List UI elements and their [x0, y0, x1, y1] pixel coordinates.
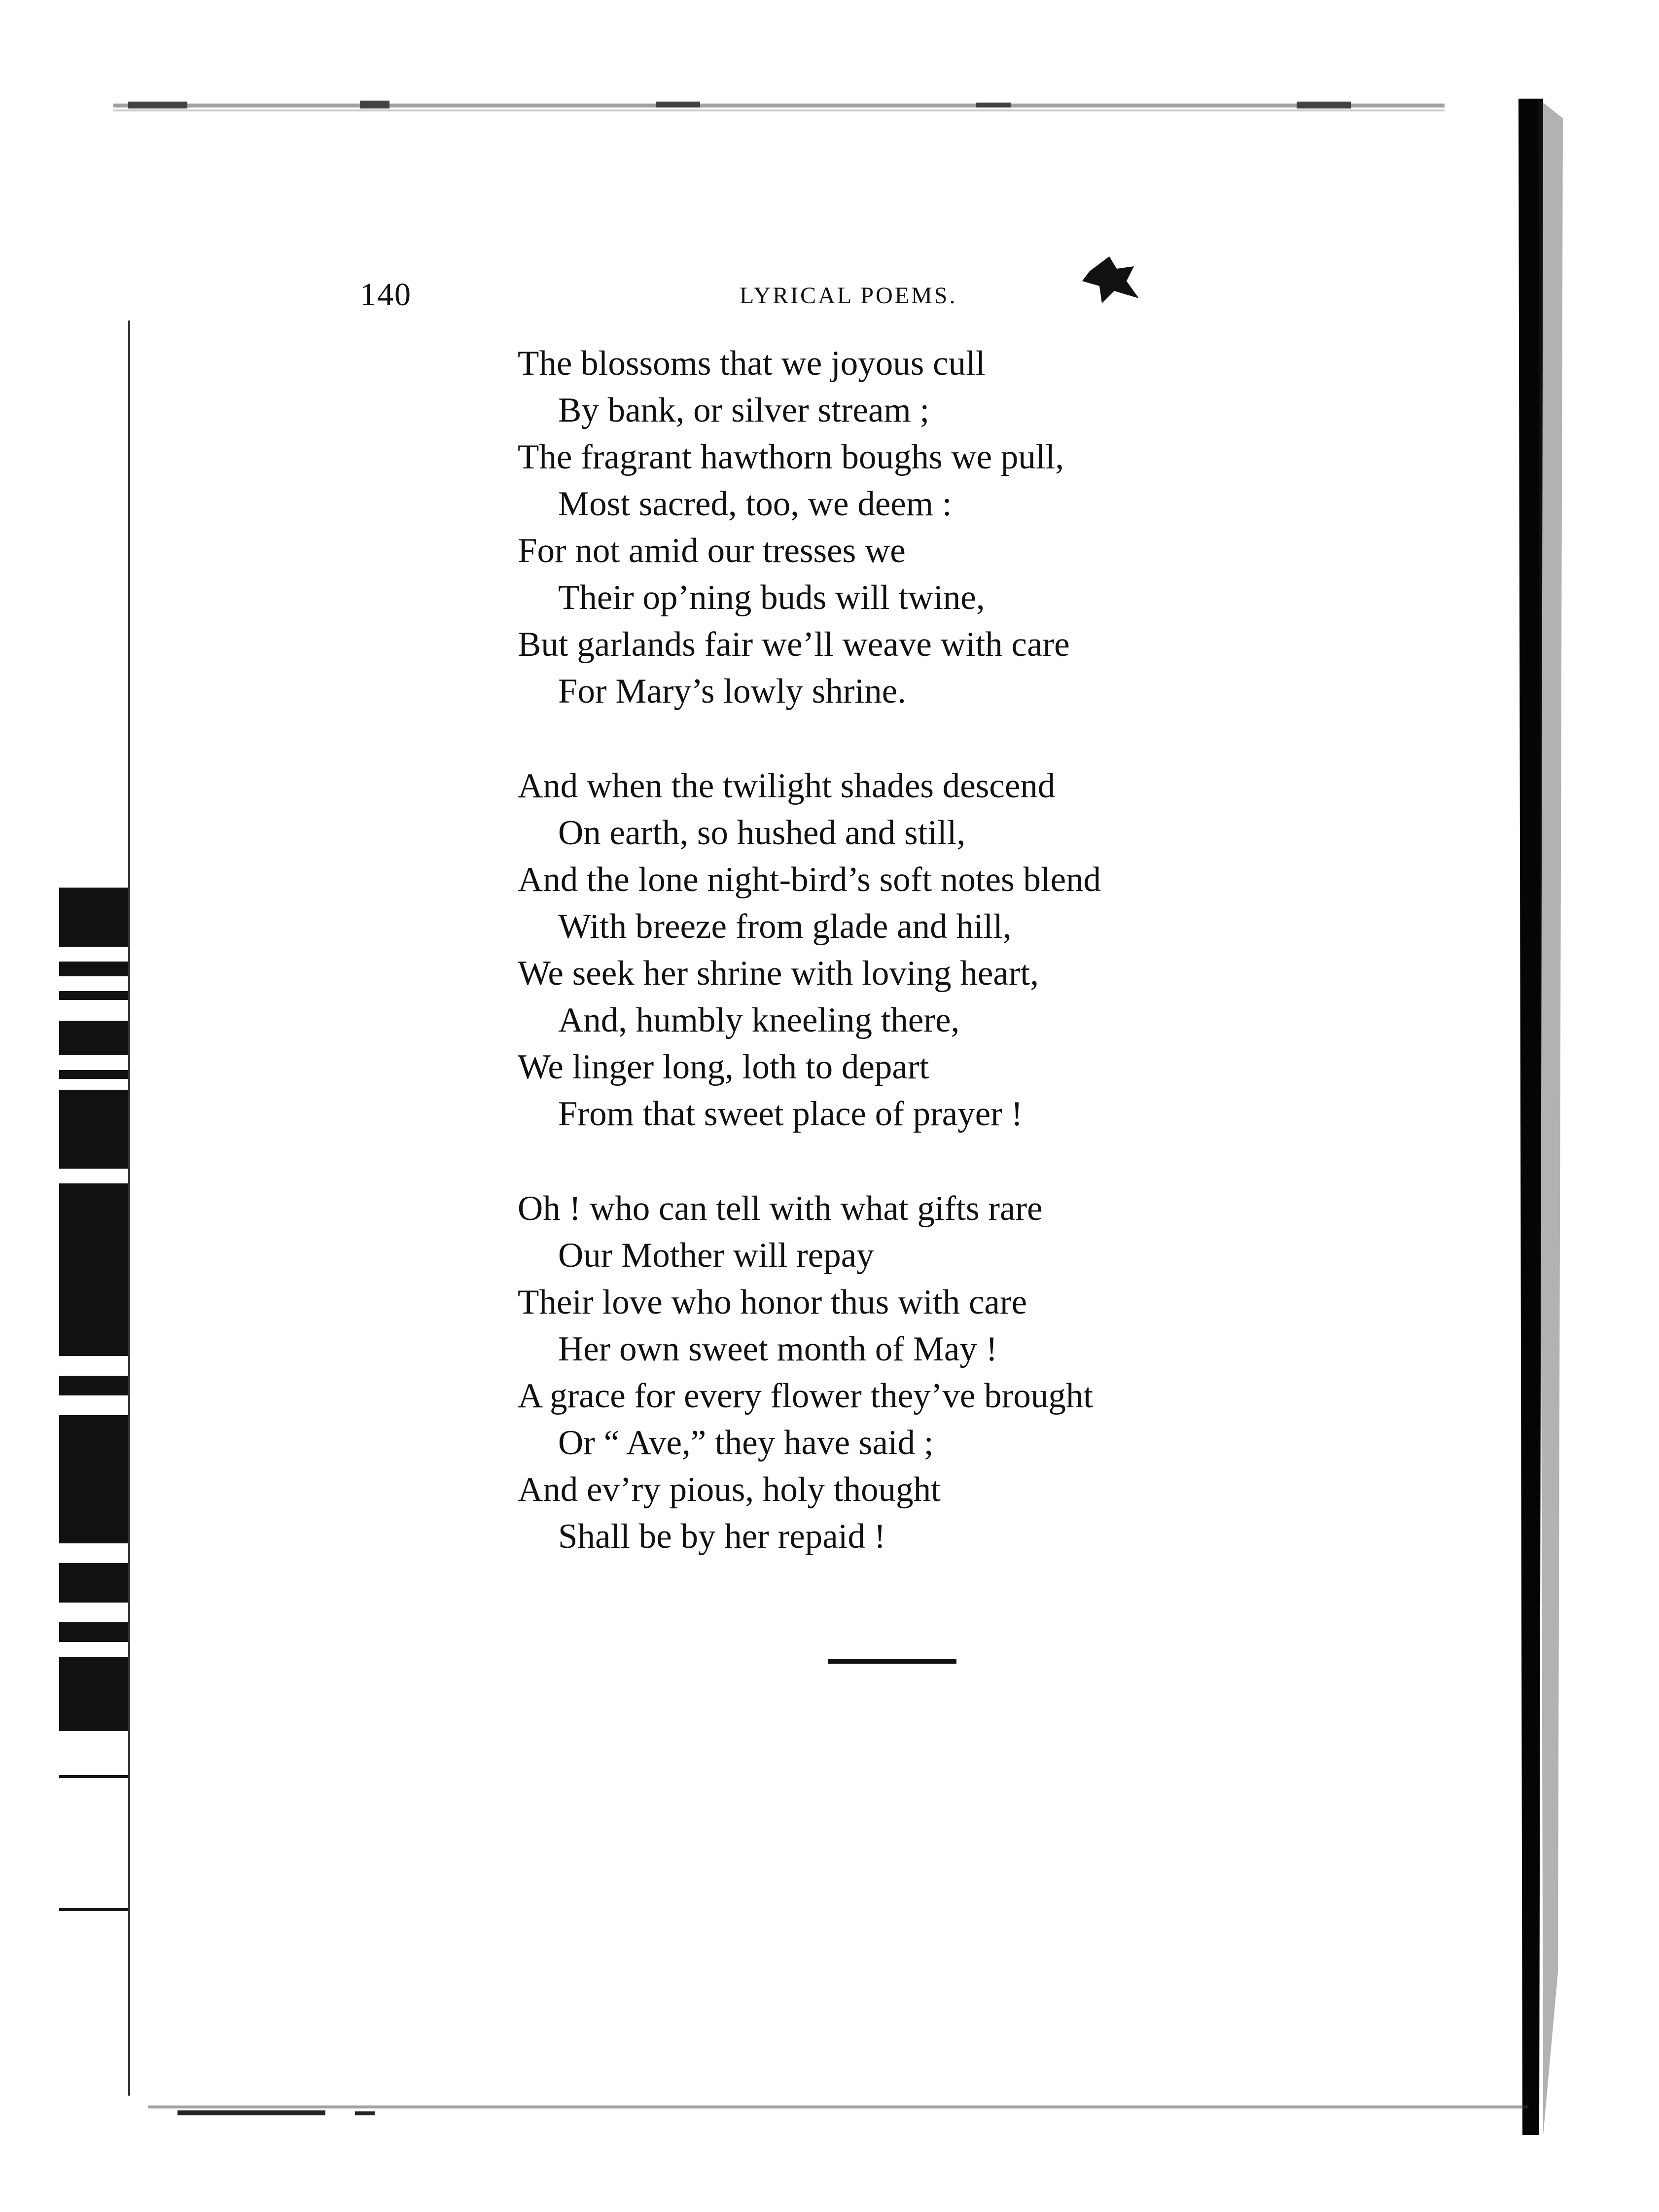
poem-line: Shall be by her repaid ! [558, 1517, 886, 1556]
poem-line: For not amid our tresses we [518, 532, 906, 570]
poem-line: With breeze from glade and hill, [558, 907, 1012, 946]
ink-blot-ornament [1080, 251, 1144, 306]
scan-edge-bottom [148, 2086, 1528, 2135]
stanza [518, 340, 1282, 715]
poem-line: From that sweet place of prayer ! [558, 1095, 1023, 1133]
section-end-rule [828, 1659, 956, 1664]
poem-line: On earth, so hushed and still, [558, 814, 966, 852]
poem-line: The fragrant hawthorn boughs we pull, [518, 438, 1064, 476]
poem-line: We linger long, loth to depart [518, 1048, 929, 1086]
poem-line: Her own sweet month of May ! [558, 1330, 998, 1368]
scan-edge-left [39, 123, 187, 2096]
poem-line: A grace for every flower they’ve brought [518, 1377, 1094, 1415]
running-head [355, 276, 1168, 321]
scan-edge-top [113, 99, 1445, 128]
running-title: LYRICAL POEMS. [740, 283, 957, 309]
poem-line: Oh ! who can tell with what gifts rare [518, 1189, 1043, 1228]
poem-line: We seek her shrine with loving heart, [518, 954, 1039, 993]
poem-line: For Mary’s lowly shrine. [558, 672, 907, 711]
poem-line: The blossoms that we joyous cull [518, 344, 986, 383]
poem-line: And when the twilight shades descend [518, 767, 1056, 805]
poem-line: Most sacred, too, we deem : [558, 485, 952, 523]
poem-line: And ev’ry pious, holy thought [518, 1470, 941, 1509]
poem-line: Their love who honor thus with care [518, 1283, 1027, 1321]
page-number: 140 [360, 277, 412, 313]
poem-line: Or “ Ave,” they have said ; [558, 1424, 934, 1462]
stanza [518, 763, 1282, 1138]
poem-line: By bank, or silver stream ; [558, 391, 930, 429]
stanza [518, 1185, 1282, 1560]
poem-body [518, 340, 1282, 1608]
poem-line: And, humbly kneeling there, [558, 1001, 960, 1039]
poem-line: But garlands fair we’ll weave with care [518, 625, 1070, 664]
poem-line: Their op’ning buds will twine, [558, 578, 985, 617]
scan-edge-right [1509, 99, 1568, 2135]
poem-line: Our Mother will repay [558, 1236, 874, 1275]
poem-line: And the lone night-bird’s soft notes blend [518, 860, 1101, 899]
